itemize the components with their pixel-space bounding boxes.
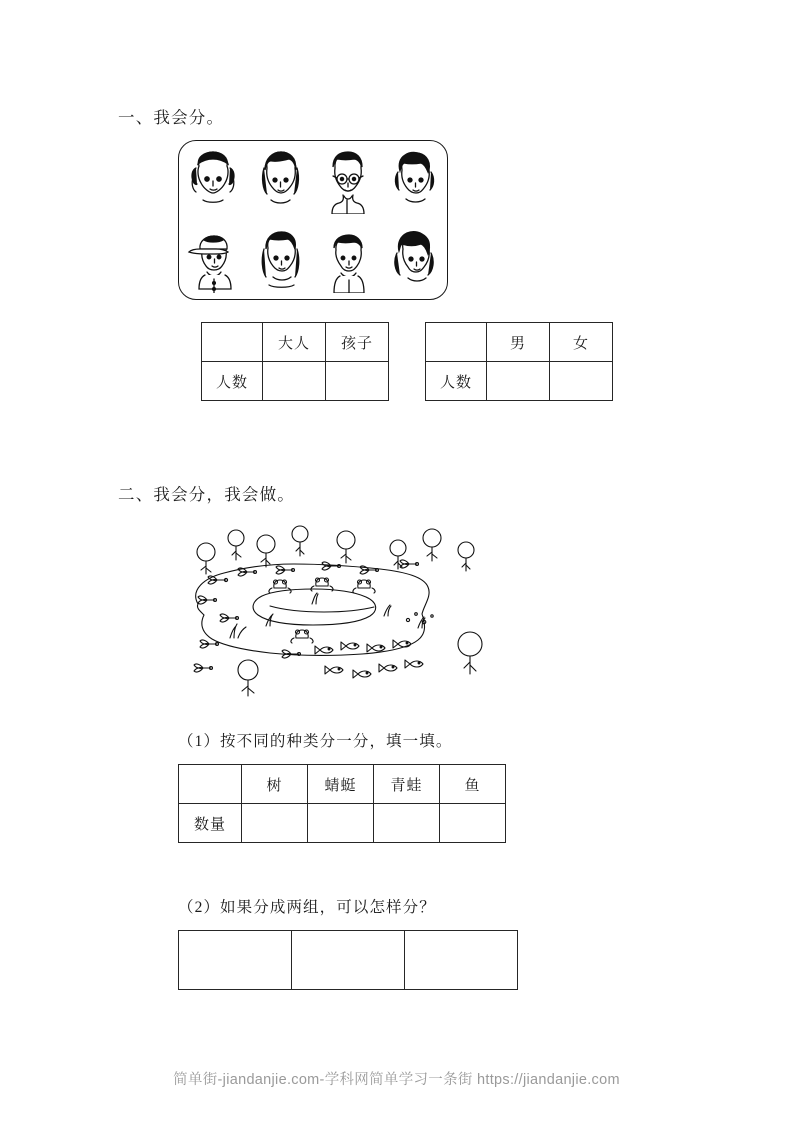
man-glasses-icon	[319, 148, 375, 214]
cell-header-fish: 鱼	[440, 765, 506, 804]
face-woman-bob	[252, 148, 308, 214]
cell-header-adults: 大人	[263, 323, 326, 362]
pond-scene-illustration	[170, 508, 520, 708]
girl-braids-icon	[185, 148, 241, 214]
cell-answer-fish[interactable]	[440, 804, 506, 843]
woman-long-hair-icon	[252, 227, 308, 293]
cell-answer-group-3[interactable]	[405, 931, 518, 990]
section-1-heading: 一、我会分。	[118, 108, 225, 127]
cell-answer-adults[interactable]	[263, 362, 326, 401]
face-woman-curly	[386, 148, 442, 214]
section-2-heading: 二、我会分，我会做。	[118, 485, 295, 504]
question-2-label: （2）如果分成两组，可以怎样分？	[178, 899, 436, 916]
woman-bob-icon	[252, 148, 308, 214]
boy-short-hair-icon	[319, 227, 375, 293]
cell-row-label-count: 人数	[202, 362, 263, 401]
cell-header-children: 孩子	[326, 323, 389, 362]
boy-cap-icon	[185, 227, 241, 293]
cell-answer-dragonfly[interactable]	[308, 804, 374, 843]
table-people-gender	[425, 322, 613, 401]
cell-answer-children[interactable]	[326, 362, 389, 401]
cell-header-frog: 青蛙	[374, 765, 440, 804]
face-woman-wavy	[386, 227, 442, 293]
pond-scene-icon	[170, 508, 520, 708]
cell-header-dragonfly: 蜻蜓	[308, 765, 374, 804]
question-1-label: （1）按不同的种类分一分，填一填。	[178, 733, 453, 750]
cell-answer-group-1[interactable]	[179, 931, 292, 990]
cell-blank-corner	[179, 765, 242, 804]
cell-blank-corner	[202, 323, 263, 362]
cell-header-female: 女	[550, 323, 613, 362]
footer-watermark: 简单街-jiandanjie.com-学科网简单学习一条街 https://jiandanjie.com	[173, 1072, 620, 1088]
cell-blank-corner	[426, 323, 487, 362]
cell-row-label-count: 人数	[426, 362, 487, 401]
woman-curly-icon	[386, 148, 442, 214]
woman-wavy-icon	[386, 227, 442, 293]
table-row	[179, 804, 506, 843]
face-boy-short-hair	[319, 227, 375, 293]
cell-header-male: 男	[487, 323, 550, 362]
cell-row-label-quantity: 数量	[179, 804, 242, 843]
cell-header-tree: 树	[242, 765, 308, 804]
table-row	[426, 362, 613, 401]
faces-grid	[179, 141, 447, 299]
table-row	[179, 765, 506, 804]
face-woman-long-hair	[252, 227, 308, 293]
table-row	[202, 362, 389, 401]
table-row	[426, 323, 613, 362]
faces-illustration-box	[178, 140, 448, 300]
table-people-age	[201, 322, 389, 401]
table-row	[179, 931, 518, 990]
face-girl-braids	[185, 148, 241, 214]
cell-answer-female[interactable]	[550, 362, 613, 401]
table-two-groups	[178, 930, 518, 990]
table-kinds	[178, 764, 506, 843]
face-boy-cap	[185, 227, 241, 293]
face-man-glasses	[319, 148, 375, 214]
cell-answer-frog[interactable]	[374, 804, 440, 843]
table-row	[202, 323, 389, 362]
cell-answer-tree[interactable]	[242, 804, 308, 843]
cell-answer-male[interactable]	[487, 362, 550, 401]
cell-answer-group-2[interactable]	[292, 931, 405, 990]
